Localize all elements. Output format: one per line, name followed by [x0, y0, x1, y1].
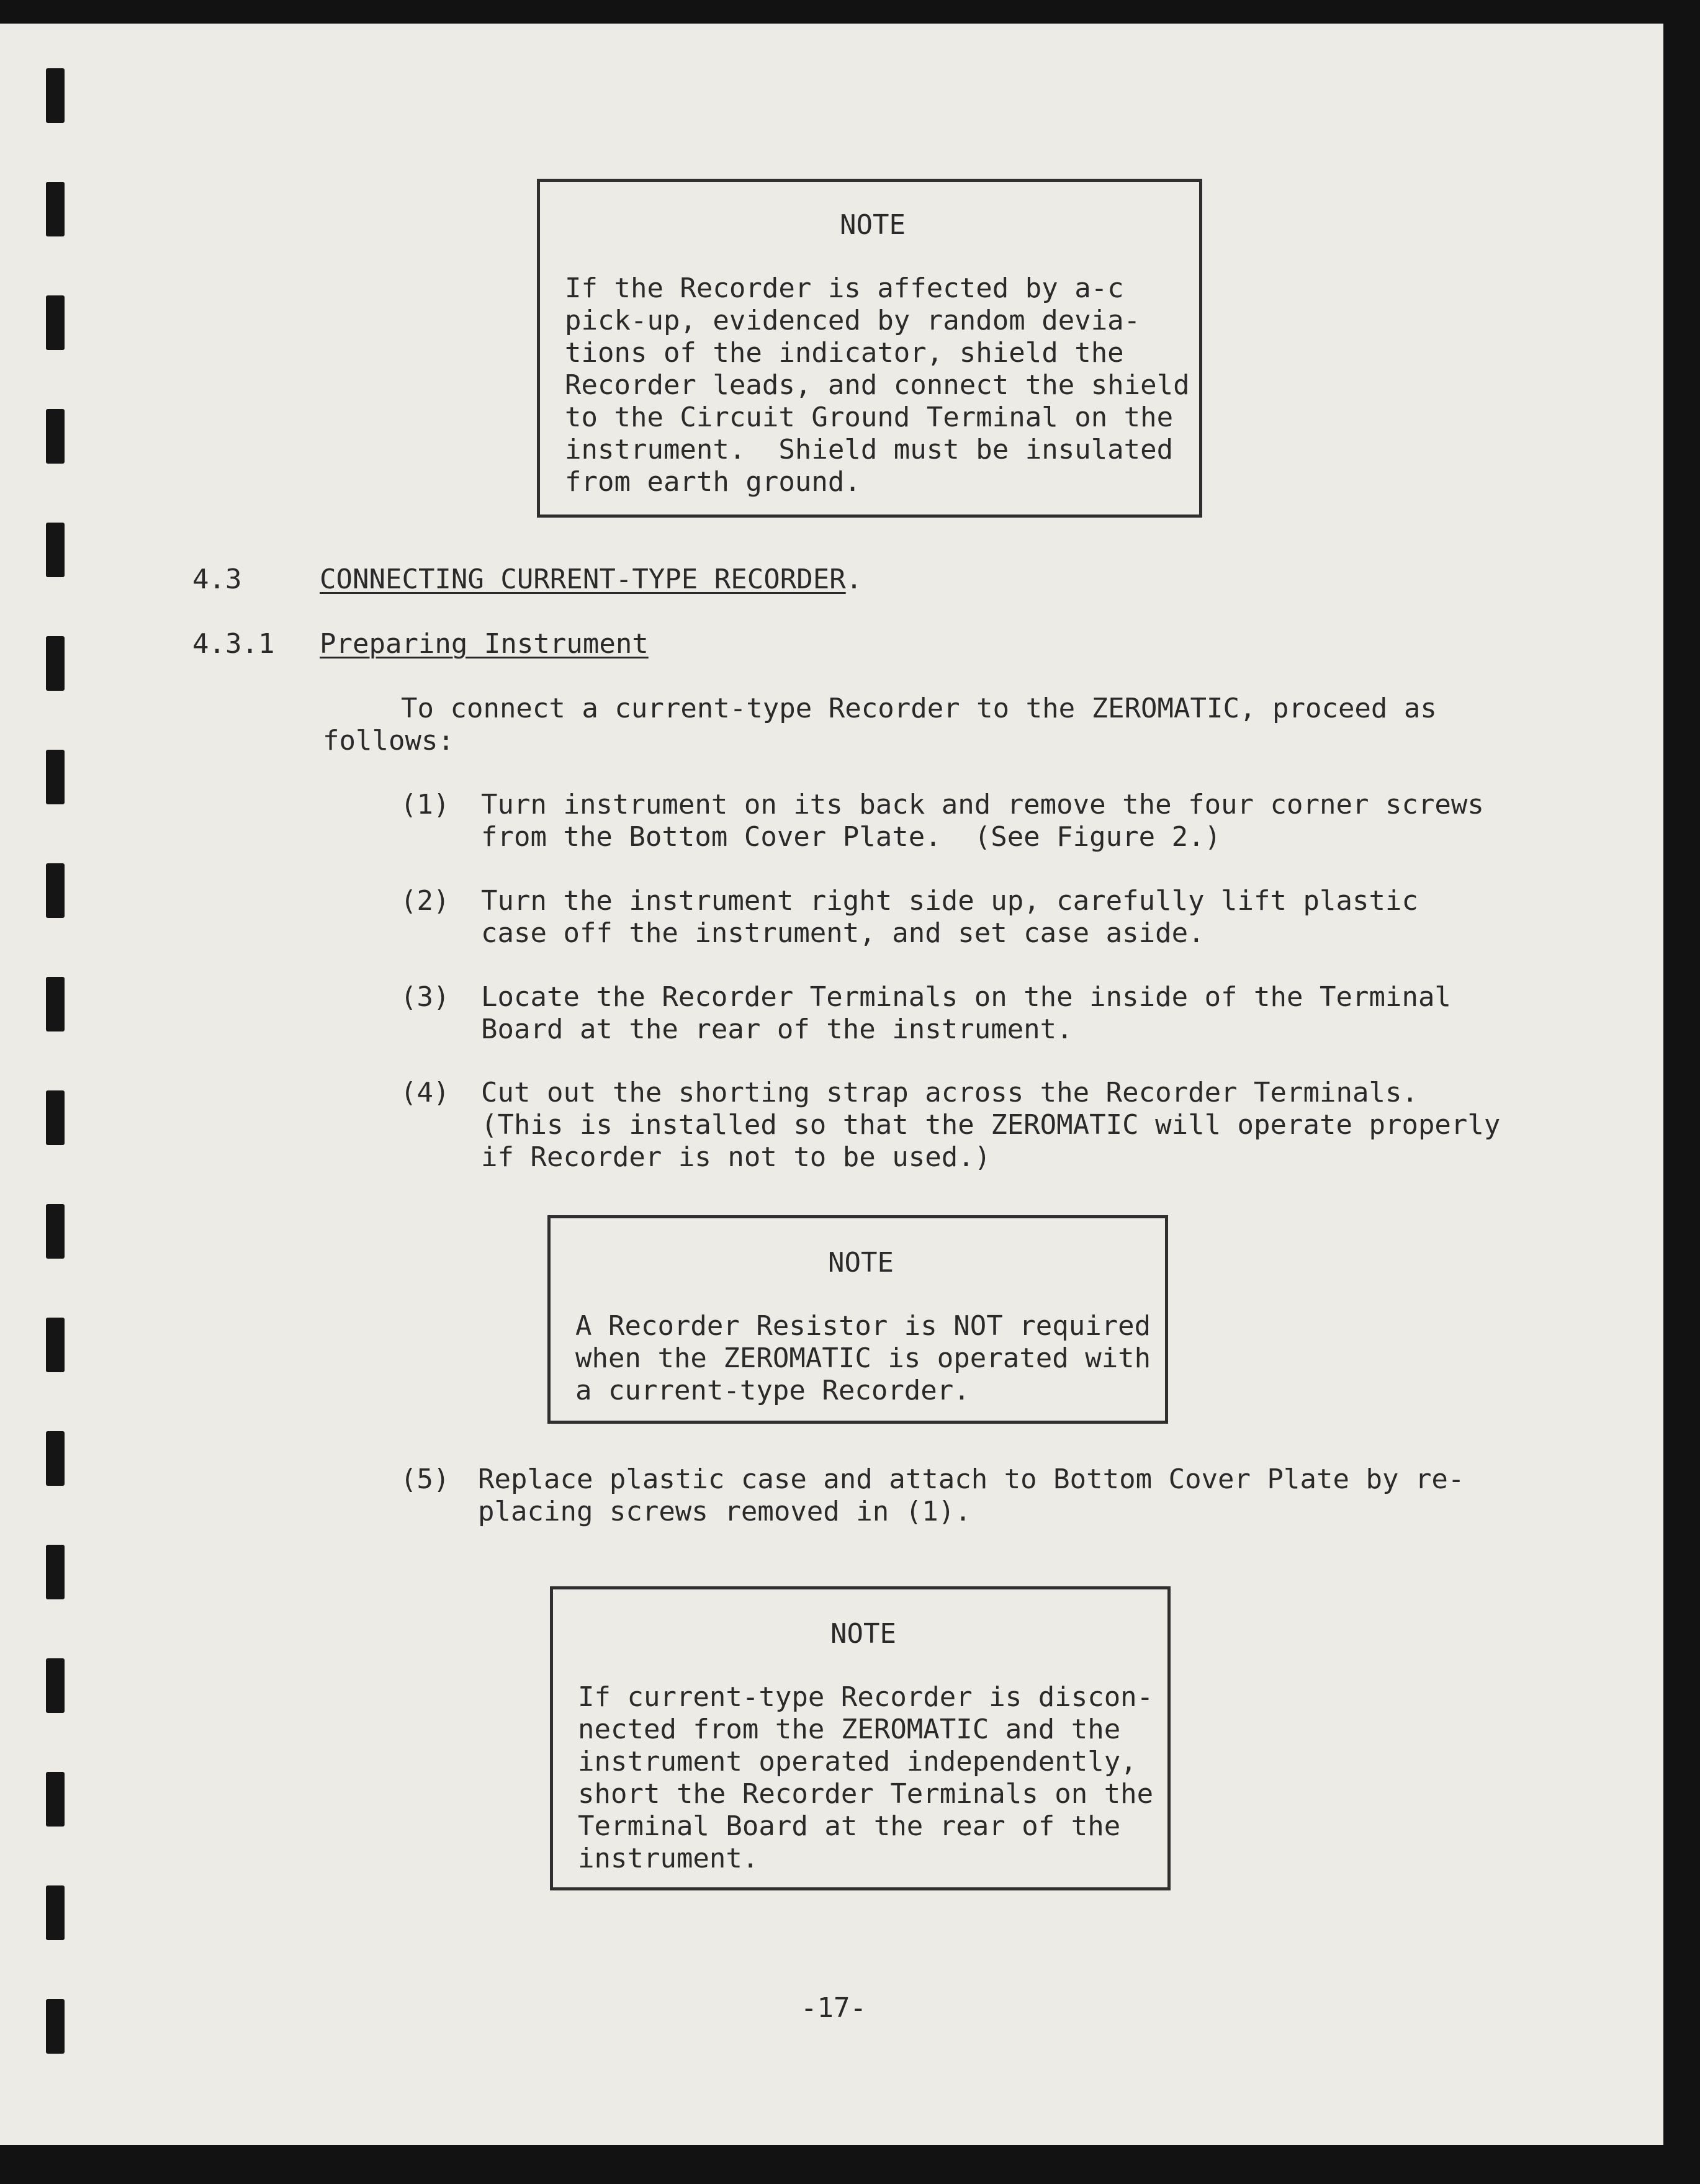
section-title — [320, 564, 862, 596]
binding-hole — [46, 977, 65, 1031]
binding-hole — [46, 1885, 65, 1940]
note-box-recorder-disconnect — [550, 1586, 1171, 1890]
step-text: Replace plastic case and attach to Bottom Cover Plate by re- placing screws removed in (1). — [478, 1463, 1465, 1527]
document-page — [0, 24, 1663, 2145]
step-number: (2) — [400, 885, 450, 917]
step-text: Locate the Recorder Terminals on the inside of the Terminal Board at the rear of the instrument. — [481, 981, 1451, 1045]
section-title-period: . — [845, 564, 863, 595]
step-number: (5) — [400, 1463, 450, 1495]
note-body: A Recorder Resistor is NOT required when the ZEROMATIC is operated with a current-type Recorder. — [575, 1310, 1151, 1406]
subsection-number: 4.3.1 — [192, 628, 275, 660]
note-box-recorder-resistor — [547, 1215, 1168, 1424]
step-number: (4) — [400, 1077, 450, 1108]
binding-hole — [46, 636, 65, 691]
note-body: If current-type Recorder is discon- nected from the ZEROMATIC and the instrument operated independently, short the Recorder Terminals on the Terminal Board at the rear of the instrument. — [578, 1681, 1154, 1874]
binding-hole — [46, 409, 65, 464]
binding-hole — [46, 1431, 65, 1486]
binding-hole — [46, 1090, 65, 1145]
binding-hole — [46, 1204, 65, 1259]
step-text: Cut out the shorting strap across the Recorder Terminals. (This is installed so that the ZEROMATIC will operate properly if Recorder is not to be used.) — [481, 1077, 1501, 1173]
note-box-recorder-pickup — [537, 179, 1202, 518]
section-number: 4.3 — [192, 564, 242, 595]
binding-hole — [46, 1318, 65, 1372]
page-number: -17- — [801, 1992, 866, 2024]
step-number: (3) — [400, 981, 450, 1013]
section-title-text: CONNECTING CURRENT-TYPE RECORDER — [320, 564, 846, 595]
binding-hole — [46, 1772, 65, 1827]
binding-hole — [46, 182, 65, 236]
binding-hole — [46, 863, 65, 918]
binding-hole — [46, 523, 65, 577]
step-text: Turn the instrument right side up, carefully lift plastic case off the instrument, and set case aside. — [481, 885, 1418, 949]
note-body: If the Recorder is affected by a-c pick-up, evidenced by random devia- tions of the indicator, shield the Recorder leads, and connect the shield to the Circuit Ground Terminal on the instrument. Shield must be insulated from earth ground. — [565, 272, 1190, 498]
note-title: NOTE — [830, 1618, 896, 1650]
binding-hole — [46, 1545, 65, 1599]
intro-paragraph: To connect a current-type Recorder to the ZEROMATIC, proceed as follows: — [323, 693, 1437, 757]
binding-hole — [46, 295, 65, 350]
binding-hole — [46, 750, 65, 804]
step-text: Turn instrument on its back and remove the four corner screws from the Bottom Cover Plate. (See Figure 2.) — [481, 789, 1484, 853]
binding-hole — [46, 68, 65, 123]
subsection-title: Preparing Instrument — [320, 628, 649, 660]
note-title: NOTE — [828, 1247, 894, 1278]
note-title: NOTE — [840, 209, 906, 241]
binding-hole — [46, 1658, 65, 1713]
binding-hole — [46, 1999, 65, 2054]
step-number: (1) — [400, 789, 450, 820]
